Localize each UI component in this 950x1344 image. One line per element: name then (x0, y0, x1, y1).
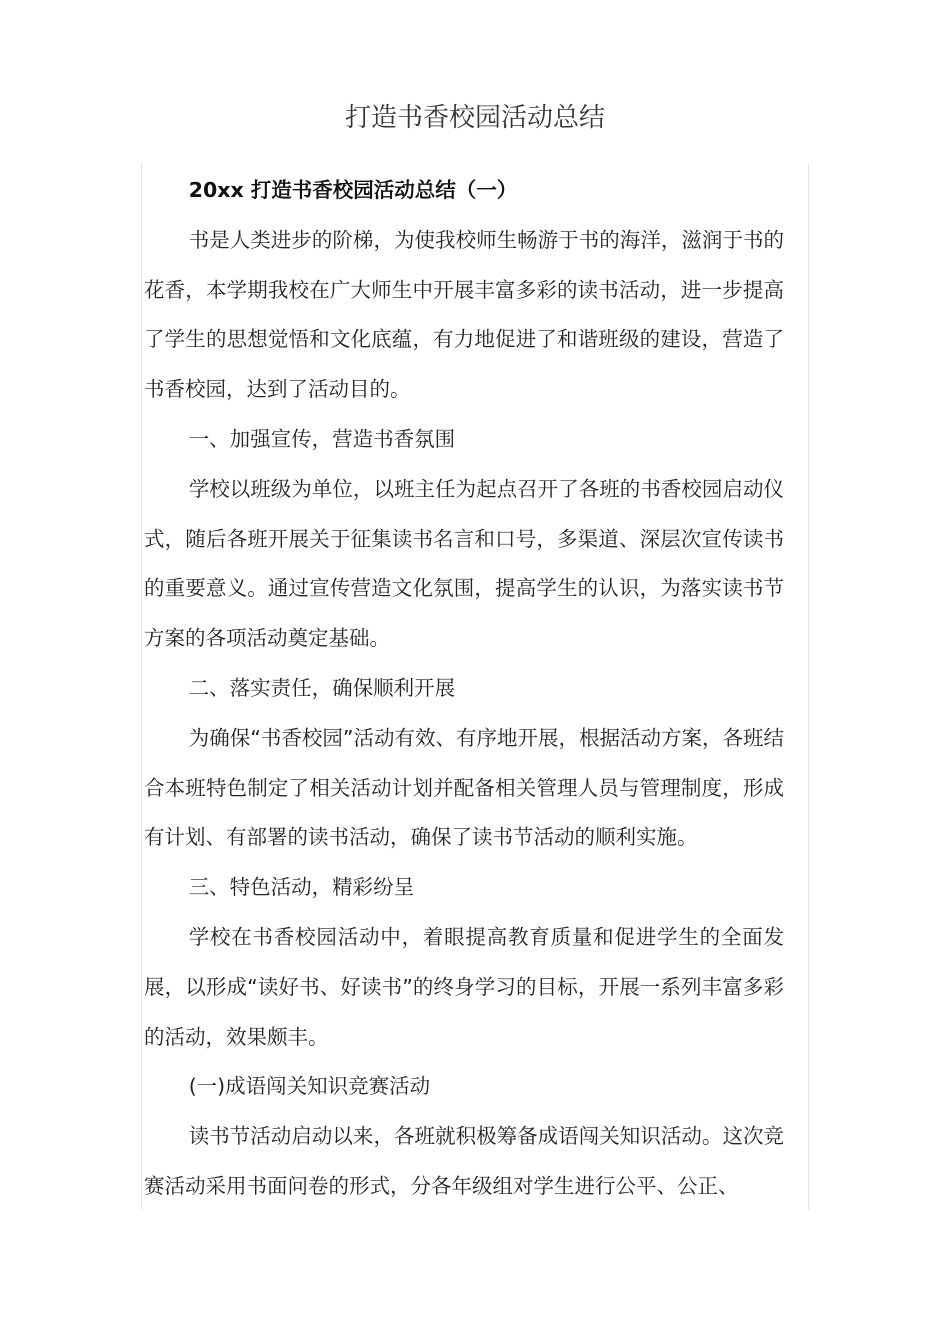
body-paragraph: 读书节活动启动以来，各班就积极筹备成语闯关知识活动。这次竞赛活动采用书面问卷的形式，分各年级组对学生进行公平、公正、 (144, 1124, 784, 1198)
section-subtitle: 20xx 打造书香校园活动总结（一） (188, 178, 518, 202)
body-paragraph: 学校在书香校园活动中，着眼提高教育质量和促进学生的全面发展，以形成“读好书、好读书”的终身学习的目标，开展一系列丰富多彩的活动，效果颇丰。 (144, 924, 784, 1049)
body-paragraph: 学校以班级为单位，以班主任为起点召开了各班的书香校园启动仪式，随后各班开展关于征集读书名言和口号，多渠道、深层次宣传读书的重要意义。通过宣传营造文化氛围，提高学生的认识，为落实读书节方案的各项活动奠定基础。 (144, 476, 784, 651)
section-heading-3: 三、特色活动，精彩纷呈 (188, 875, 415, 900)
body-paragraph: 为确保“书香校园”活动有效、有序地开展，根据活动方案，各班结合本班特色制定了相关活动计划并配备相关管理人员与管理制度，形成有计划、有部署的读书活动，确保了读书节活动的顺利实施。 (144, 725, 784, 850)
subsection-heading: (一)成语闯关知识竞赛活动 (188, 1074, 431, 1099)
section-heading-2: 二、落实责任，确保顺利开展 (188, 675, 456, 700)
page-title: 打造书香校园活动总结 (344, 103, 605, 133)
intro-paragraph: 书是人类进步的阶梯，为使我校师生畅游于书的海洋，滋润于书的花香，本学期我校在广大师生中开展丰富多彩的读书活动，进一步提高了学生的思想觉悟和文化底蕴，有力地促进了和谐班级的建设，营造了书香校园，达到了活动目的。 (144, 227, 784, 402)
section-heading-1: 一、加强宣传，营造书香氛围 (188, 426, 456, 451)
document-body (144, 166, 784, 1212)
